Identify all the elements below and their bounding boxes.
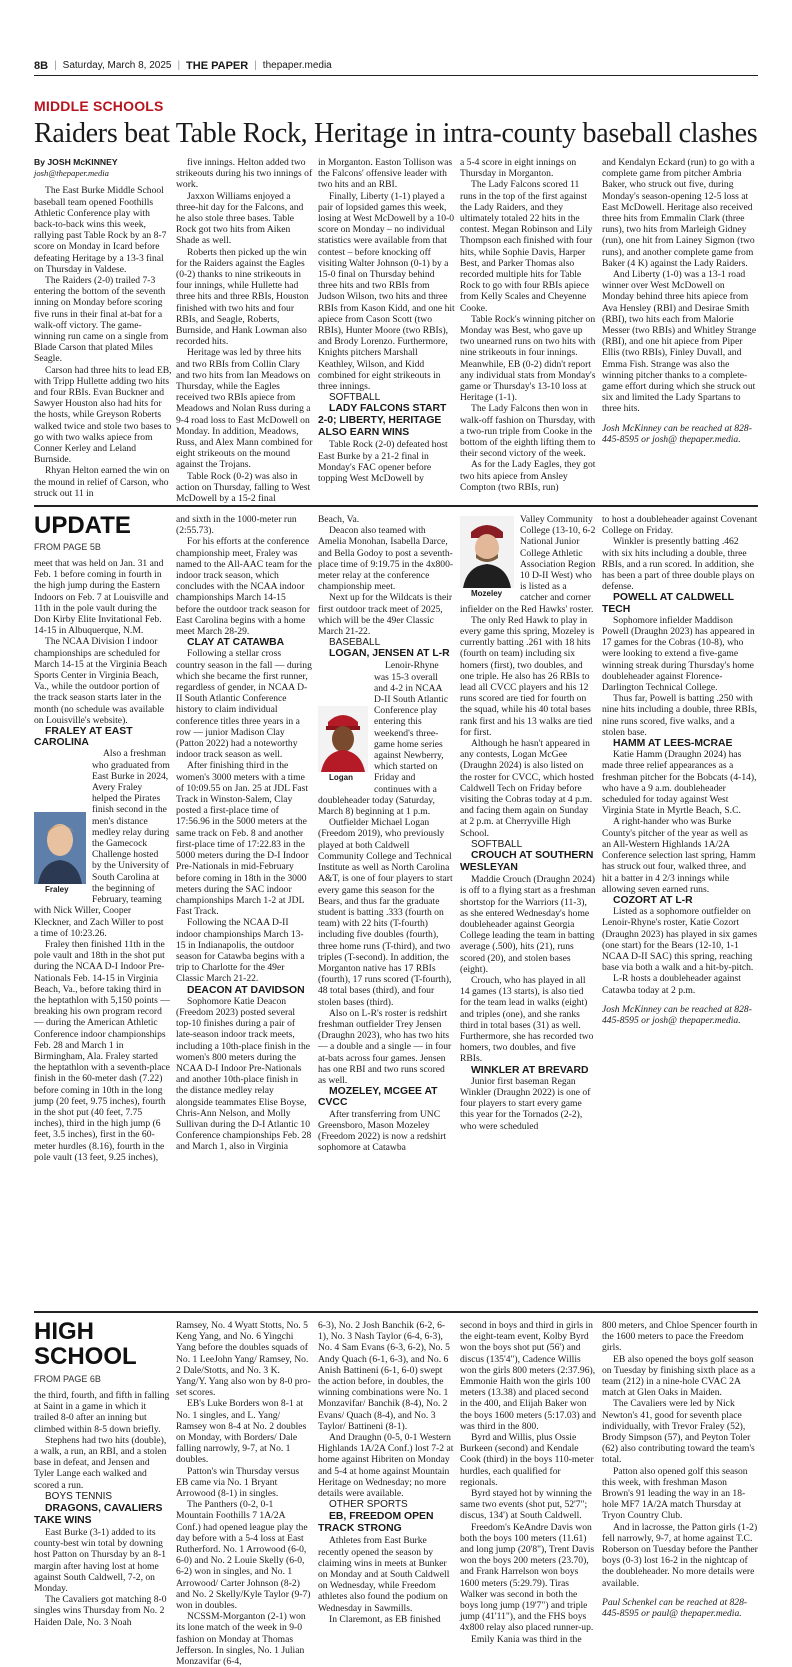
hs-column-1	[34, 1390, 170, 1630]
logan-photo-block	[318, 706, 368, 783]
subhead: POWELL AT CALDWELL TECH	[602, 592, 734, 615]
paragraph: a 5-4 score in eight innings on Thursday in Morganton.	[460, 157, 577, 180]
paragraph: Heritage was led by three hits and two RBIs from Collin Clary and two hits from Ian Meadows on Thursday, while the Eagles received two RBIs apiece from Meadows and Nolan Russ during a 9-4 road loss to East McDowell on Monday. In addition, Meadows, Russ, and Alex Mann combined for eight strikeouts on the mound against the Trojans.	[176, 347, 313, 471]
paragraph: and Kendalyn Eckard (run) to go with a complete game from pitcher Ambria Baker, who struck out five, during Monday's season-opening 12-5 loss at East McDowell. Heritage also received three hits from Emmalin Clark (three runs), two hits from Marleigh Gidney (run), one hit from Lainey Sigmon (two runs), and another complete game from Baker (4 K) against the Lady Raiders.	[602, 157, 755, 269]
subhead-label: SOFTBALL	[471, 838, 523, 850]
paragraph: L-R hosts a doubleheader against Catawba today at 2 p.m.	[602, 973, 741, 996]
paragraph: Maddie Crouch (Draughn 2024) is off to a flying start as a freshman shortstop for the Warriors (11-3), as she entered Wednesday's home doubleheader against Georgia College leading the team in batting average (.500), hits (21), runs scored (20), and stolen bases (eight).	[460, 874, 596, 975]
contact-line: Paul Schenkel can be reached at 828-445-8595 or paul@ thepaper.media.	[602, 1596, 748, 1620]
paragraph: Byrd and Willis, plus Ossie Burkeen (second) and Kendale Cook (third) in the boys 110-meter hurdles, each qualified for regionals.	[460, 1432, 594, 1488]
paragraph: After transferring from UNC Greensboro, Mason Mozeley (Freedom 2022) is now a redshirt sophomore at Catawba	[318, 1108, 447, 1154]
subhead: CLAY AT CATAWBA	[187, 637, 285, 649]
photo-caption: Fraley	[45, 885, 69, 895]
update-column-2	[176, 514, 312, 1304]
section-title-line-1: HIGH	[34, 1318, 94, 1345]
paragraph: The NCAA Division I indoor championships are scheduled for March 14-15 at the Virginia Beach Sports Center in Virginia Beach, Va., while the outdoor portion of the track season starts later in the month (no schedule was available on Louisville's website).	[34, 636, 168, 726]
paragraph: Byrd stayed hot by winning the same two events (shot put, 52'7"; discus, 134') at South Caldwell.	[460, 1488, 592, 1522]
paragraph: 800 meters, and Chloe Spencer fourth in the 1600 meters to pace the Freedom girls.	[602, 1320, 758, 1354]
story1-column-2	[176, 157, 314, 505]
story1-column-4	[460, 157, 598, 497]
paragraph: Lenoir-Rhyne was 15-3 overall and 4-2 in NCAA D-II South Atlantic Conference play entering this weekend's three-game home series against Newberry, which started on Friday and continues with a doubleheader today (Saturday, March 8) beginning at 1 p.m.	[318, 660, 449, 818]
photo-caption: Logan	[329, 773, 353, 783]
paragraph: Jaxxon Williams enjoyed a three-hit day for the Falcons, and he also stole three bases. Table Rock got two hits from Aiken Shade as well.	[176, 190, 304, 247]
paragraph: And Liberty (1-0) was a 13-1 road winner over West McDowell on Monday behind three hits apiece from Ava Hensley (RBI) and Desirae Smith (RBI), two hits each from Malorie Messer (two RBIs) and Whitley Strange (RBI), and one hit apiece from Piper Ellis (two RBIs), Finley Duvall, and Emma Fish. Strange was also the winning pitcher thanks to a complete-game effort during which she struck out six and limited the Lady Spartans to three hits.	[602, 269, 757, 415]
section-kicker: MIDDLE SCHOOLS	[34, 98, 164, 114]
section-title: UPDATE	[34, 512, 131, 539]
mozeley-headshot-image	[460, 516, 514, 588]
paragraph: in Morganton. Easton Tollison was the Falcons' offensive leader with two hits and an RBI.	[318, 157, 453, 191]
paragraph: five innings. Helton added two strikeouts during his two innings of work.	[176, 157, 313, 191]
paragraph: The Lady Falcons then won in walk-off fashion on Thursday, with a two-run triple from Cooke in the bottom of the eighth lifting them to their second victory of the week.	[460, 403, 596, 460]
paragraph: Also on L-R's roster is redshirt freshman outfielder Trey Jensen (Draughn 2023), who has two hits — a double and a single — in four at-bats across four games. Jensen has one RBI and two runs scored as well.	[318, 1007, 452, 1086]
paragraph: Following the NCAA D-II indoor championships March 13-15 in Indianapolis, the outdoor season for Catawba begins with a trip to Charlotte for the 49er Classic March 21-22.	[176, 917, 305, 985]
story-headline: Raiders beat Table Rock, Heritage in intra-county baseball clashes	[34, 118, 758, 149]
paragraph: For his efforts at the conference championship meet, Fraley was named to the All-AAC team for the indoor track season, which concludes with the NCAA indoor championships March 14-15 before the outdoor track season for East Carolina begins with a home meet March 28-29.	[176, 536, 312, 638]
paragraph: meet that was held on Jan. 31 and Feb. 1 before coming in fourth in the high jump during the Eastern Indoors on Feb. 7 at Louisville and 11th in the pole vault during the Don Kirby Elite Invitational Feb. 14-15 in Albuquerque, N.M.	[34, 558, 169, 637]
paragraph: Junior first baseman Regan Winkler (Draughn 2022) is one of four players to start every game this year for the Tornados (2-2), who were scheduled	[460, 1075, 591, 1132]
fraley-headshot-image	[34, 812, 86, 884]
paragraph: Deacon also teamed with Amelia Monohan, Isabella Darce, and Bella Godoy to post a seventh-place time of 9:19.75 in the 4x800-meter relay at the conference championship meet.	[318, 525, 454, 593]
paragraph: Emily Kania was third in the	[471, 1633, 582, 1645]
paragraph: Athletes from East Burke recently opened the season by claiming wins in meets at Bunker on Monday and at South Caldwell on Wednesday, while Freedom athletes also found the podium on Wednesday in Sawmills.	[318, 1535, 450, 1614]
paragraph: EB's Luke Borders won 8-1 at No. 1 singles, and L. Yang/ Ramsey won 8-4 at No. 2 doubles on Monday, with Borders/ Dale falling narrowly, 9-7, at No. 1 doubles.	[176, 1398, 307, 1466]
subhead-label: SOFTBALL	[329, 392, 381, 404]
paragraph: Listed as a sophomore outfielder on Lenoir-Rhyne's roster, Katie Cozort (Draughn 2023) has played in six games (one start) for the Bears (12-10, 1-1 NCAA D-II SAC) this spring, reaching base via both a walk and a hit-by-pitch.	[602, 906, 758, 974]
section-divider	[34, 505, 758, 507]
paragraph: Although he hasn't appeared in any contests, Logan McGee (Draughn 2024) is also listed on the roster for CVCC, which hosted Caldwell Tech on Friday before visiting the Cobras today at 4 p.m. and facing them again on Sunday at 2 p.m. at Cherryville High School.	[460, 738, 594, 839]
subhead-label: BOYS TENNIS	[45, 1490, 113, 1502]
hs-column-2	[176, 1320, 312, 1667]
paragraph: The Panthers (0-2, 0-1 Mountain Foothills 7 1A/2A Conf.) had opened league play the day before with a 5-4 loss at East Rutherford. No. 1 Arrowood (6-0, 6-0) and No. 2 Louie Skelly (6-0, 6-2) won in singles, and No. 1 Arrowood/ Carter Johnson (8-2) and No. 2 Skelly/Kyle Taylor (9-7) won in doubles.	[176, 1499, 311, 1612]
paragraph: Table Rock (0-2) was also in action on Thursday, falling to West McDowell by a 15-2 final	[176, 470, 311, 505]
paragraph: Freedom's KeAndre Davis won both the boys 100 meters (11.61) and long jump (20'8"), Trent Davis won the boys 200 meters (23.70), and Frank Harrelson won boys 1600 meters (5:29.79). Tiras Walker was second in both the boys long jump (19'7") and triple jump (41'11"), and the FHS boys 4x800 relay also placed runner-up.	[460, 1521, 595, 1634]
mozeley-headshot-illustration	[460, 516, 514, 588]
paragraph: Ramsey, No. 4 Wyatt Stotts, No. 5 Keng Yang, and No. 6 Yingchi Yang before the doubles squads of No. 1 LeeJohn Yang/ Ramsey, No. 2 Dale/Stotts, and No. 3 K. Yang/Y. Yang also won by 8-0 pro-set scores.	[176, 1320, 311, 1399]
hs-column-4	[460, 1320, 596, 1645]
paragraph: Katie Hamm (Draughn 2024) has made three relief appearances as a freshman pitcher for the Bobcats (4-14), who have a 9 a.m. doubleheader scheduled for today against West Virginia State in Myrtle Beach, S.C.	[602, 749, 757, 817]
subhead: EB, FREEDOM OPEN TRACK STRONG	[318, 1511, 434, 1535]
story1-column-3	[318, 157, 456, 497]
photo-caption: Mozeley	[471, 589, 503, 598]
contact-line: Josh McKinney can be reached at 828-445-8595 or josh@ thepaper.media.	[602, 422, 752, 445]
jump-line: FROM PAGE 5B	[34, 542, 101, 552]
paragraph: the third, fourth, and fifth in falling at Saint in a game in which it trailed 8-0 after an inning but climbed within 8-5 down briefly.	[34, 1390, 170, 1435]
paragraph: The only Red Hawk to play in every game this spring, Mozeley is currently batting .261 with 18 hits (fourth on team) including six homers (first), two doubles, and one triple. He also has 26 RBIs to lead all CVCC players and his 12 runs scored are tied for fourth on the squad, while his 40 total bases rank first and his 13 walks are tied for first.	[460, 614, 595, 738]
paragraph: Thus far, Powell is batting .250 with nine hits including a double, three RBIs, nine runs scored, five walks, and a stolen base.	[602, 693, 758, 738]
section-title-line-2: SCHOOL	[34, 1343, 137, 1370]
update-column-1	[34, 558, 170, 1408]
paragraph: Next up for the Wildcats is their first outdoor track meet of 2025, which will be the 49er Classic March 21-22.	[318, 592, 453, 638]
paragraph: The Cavaliers were led by Nick Newton's 41, good for seventh place individually, with Trevor Fraley (52), Brody Simpson (57), and Peyton Toler (62) also contributing toward the team's total.	[602, 1398, 755, 1466]
story1-column-1	[34, 157, 172, 497]
paragraph: Sophomore Katie Deacon (Freedom 2023) posted several top-10 finishes during a pair of late-season indoor track meets, including a 10th-place finish in the women's 800 meters during the NCAA D-I Indoor Pre-Nationals and another 10th-place finish in the distance medley relay alongside teammates Elise Boyse, Chris-Ann Nelson, and Molly Sullivan during the D-I Atlantic 10 Conference championships Feb. 28 and March 1, also in Virginia	[176, 995, 312, 1153]
hs-column-5	[602, 1320, 758, 1632]
paragraph: Also a freshman who graduated from East Burke in 2024, Avery Fraley helped the Pirates finish second in the men's distance medley relay during the Gamecock Challenge hosted by the University of South Carolina at the beginning of February, teaming with Nick Willer, Cooper Kleckner, and Zach Willer to post a time of 10:23.26.	[34, 748, 170, 939]
paragraph: Rhyan Helton earned the win on the mound in relief of Carson, who struck out 11 in	[34, 465, 170, 499]
paragraph: In Claremont, as EB finished	[329, 1613, 441, 1625]
paragraph: 6-3), No. 2 Josh Banchik (6-2, 6-1), No. 3 Nash Taylor (6-4, 6-3), No. 4 Sam Evans (6-3, 6-2), No. 5 Andy Quach (6-1, 6-3), and No. 6 Anish Battineni (6-1, 6-0) swept the action before, in doubles, the winning combinations were No. 1 Monzavifar/ Banchik (8-4), No. 2 Evans/ Quach (8-4), and No. 3 Taylor/ Battineni (8-1).	[318, 1320, 450, 1432]
subhead-label: OTHER SPORTS	[329, 1499, 408, 1511]
update-column-4	[460, 514, 596, 1304]
paragraph: The Lady Falcons scored 11 runs in the top of the first against the Lady Raiders, and they ultimately totaled 22 hits in the contest. Megan Robinson and Lily Thompson each finished with four hits, while Sophie Davis, Harper Best, and Parker Thomas also recorded multiple hits for Table Rock to go with four RBIs apiece from Kelly Scales and Cheyenne Cooke.	[460, 179, 593, 314]
paragraph: Carson had three hits to lead EB, with Tripp Hullette adding two hits and four RBIs. Evan Buckner and Sawyer Houston also had hits for the hosts, while Greyson Roberts walked twice and stole two bases to go with two walks apiece from Conner Kerley and Leland Burnside.	[34, 364, 172, 466]
paragraph: Sophomore infielder Maddison Powell (Draughn 2023) has appeared in 17 games for the Cobras (10-8), who were looking to extend a five-game winning streak during Thursday's home doubleheader against Florence-Darlington Technical College.	[602, 614, 755, 694]
subhead-label: BASEBALL	[329, 637, 381, 649]
subhead: COZORT AT L-R	[613, 894, 693, 906]
update-column-3	[318, 514, 454, 1304]
paragraph: And in lacrosse, the Patton girls (1-2) fell narrowly, 9-7, at home against T.C. Roberson on Tuesday before the Panther boys (0-3) lost 16-2 in the nightcap of the doubleheader. No more details were available.	[602, 1521, 758, 1589]
hs-column-3	[318, 1320, 454, 1632]
story1-column-5	[602, 157, 758, 497]
update-column-5	[602, 514, 758, 1304]
mozeley-photo-block	[460, 516, 514, 599]
logan-headshot-image	[318, 706, 368, 772]
publication-site: thepaper.media	[262, 60, 332, 71]
paragraph: Outfielder Michael Logan (Freedom 2019), who previously played at both Caldwell Community College and Technical Institute as well as North Carolina A&T, is one of four players to start every game this season for the Bears, and thus far the graduate student is batting .333 (fourth on team) with 22 hits (T-fourth) including five doubles (fourth), three home runs (T-third), and two triples (T-second). In addition, the Morganton native has 17 RBIs (fourth), 17 runs scored (T-fourth), 48 total bases (third), and four stolen bases (third).	[318, 817, 453, 1008]
subhead: FRALEY AT EAST CAROLINA	[34, 726, 133, 749]
paragraph: Roberts then picked up the win for the Raiders against the Eagles (0-2) thanks to nine strikeouts in four innings, while Hullette had three hits and three RBIs, Houston finished with two hits and four RBIs, and Seagle, Roberts, Burnside, and Hank Lowman also recorded hits.	[176, 246, 309, 348]
paragraph: Crouch, who has played in all 14 games (13 starts), is also tied for the team lead in walks (eight) and triples (one), and she ranks third in total bases (31) as well. Furthermore, she has recorded two homers, two doubles, and five RBIs.	[460, 974, 594, 1065]
subhead: LADY FALCONS START 2-0; LIBERTY, HERITAGE ALSO EARN WINS	[318, 403, 447, 439]
subhead: DRAGONS, CAVALIERS TAKE WINS	[34, 1503, 163, 1527]
paragraph: Patton also opened golf this season this week, with freshman Mason Brown's 91 leading the way in an 18-hole MF7 1A/2A match Thursday at Tryon Country Club.	[602, 1465, 748, 1522]
fraley-photo-block	[34, 812, 86, 895]
paragraph: NCSSM-Morganton (2-1) won its lone match of the week in 9-0 fashion on Monday at Thomas Jefferson. In singles, No. 1 Julian Monzavifar (6-4,	[176, 1611, 306, 1667]
paragraph: The Raiders (2-0) trailed 7-3 entering the bottom of the seventh inning on Monday before scoring five runs in their final at-bat for a walk-off victory. The game-winning run came on a single from Blade Carson that plated Miles Seagle.	[34, 275, 169, 365]
paragraph: East Burke (3-1) added to its county-best win total by downing host Patton on Thursday by an 8-1 margin after having lost at home against South Caldwell, 7-2, on Monday.	[34, 1527, 166, 1595]
paragraph: Table Rock (2-0) defeated host East Burke by a 21-2 final in Monday's FAC opener before topping West McDowell by	[318, 439, 448, 485]
publication-name: THE PAPER	[186, 59, 249, 72]
paragraph: Stephens had two hits (double), a walk, a run, an RBI, and a stolen base in defeat, and Jensen and Tyler Lange each walked and scored a run.	[34, 1434, 167, 1491]
paragraph: Valley Community College (13-10, 6-2 National Junior College Athletic Association Region 10 D-II West) who is listed as a catcher and corner infielder on the Red Hawks' roster.	[460, 514, 596, 615]
jump-line: FROM PAGE 6B	[34, 1374, 101, 1384]
paragraph: The Cavaliers got matching 8-0 singles wins Thursday from No. 2 Haiden Dale, No. 3 Noah	[34, 1594, 167, 1628]
subhead: WINKLER AT BREVARD	[471, 1064, 589, 1076]
paragraph: Fraley then finished 11th in the pole vault and 18th in the shot put during the NCAA D-I Indoor Pre-Nationals Feb. 14-15 in Virginia Beach, Va., before taking third in the heptathlon with 5,150 points — breaking his own program record — during the American Athletic Conference indoor championships Feb. 28 and March 1 in Birmingham, Ala. Fraley started the heptathlon with a seventh-place finish in the 60-meter dash (7.22) before coming in 10th in the long jump (20 feet, 9.75 inches), fourth in the shot put (40 feet, 7.75 inches), third in the high jump (6 feet, 3.5 inches), first in the 60-meter hurdles (8.16), fourth in the pole vault (13 feet, 9.25 inches),	[34, 938, 170, 1163]
header-separator: |	[54, 60, 57, 71]
paragraph: and sixth in the 1000-meter run (2:55.73).	[176, 514, 297, 537]
paragraph: After finishing third in the women's 3000 meters with a time of 10:09.55 on Jan. 25 at JDL Fast Track in Winston-Salem, Clay posted a first-place time of 17:56.96 in the 5000 meters at the same track on Feb. 8 and another first-place time of 17:22.83 in the 5000 meters during the D-I Indoor Pre-Nationals in mid-February before coming in 18th in the 3000 meters during the SAC indoor championships March 1-2 at JDL Fast Track.	[176, 760, 309, 918]
subhead: DEACON AT DAVIDSON	[187, 984, 305, 996]
page-header	[34, 56, 758, 76]
paragraph: The East Burke Middle School baseball team opened Foothills Athletic Conference play with back-to-back wins this week, rallying past Table Rock by an 8-7 score on Monday in Icard before defeating Heritage by a 13-3 final on Thursday in Valdese.	[34, 185, 167, 275]
section-divider	[34, 1311, 758, 1313]
logan-headshot-illustration	[318, 706, 368, 772]
paragraph: A right-hander who was Burke County's pitcher of the year as well as an All-Western Highlands 1A/2A Conference selection last spring, Hamm has struck out four, walked three, and hit a batter in 4 2/3 innings while allowing seven earned runs.	[602, 816, 756, 895]
page-number: 8B	[34, 59, 49, 72]
byline-email: josh@thepaper.media	[34, 168, 109, 179]
paragraph: to host a doubleheader against Covenant College on Friday.	[602, 514, 758, 537]
paragraph: Table Rock's winning pitcher on Monday was Best, who gave up two unearned runs on two hits with nine strikeouts in four innings. Meanwhile, EB (0-2) didn't report any individual stats from Monday's game or Thursday's 13-10 loss at Heritage (1-1).	[460, 313, 596, 404]
issue-date: Saturday, March 8, 2025	[62, 60, 172, 71]
contact-line: Josh McKinney can be reached at 828-445-8595 or josh@ thepaper.media.	[602, 1003, 752, 1026]
subhead: MOZELEY, MCGEE AT CVCC	[318, 1086, 438, 1109]
subhead: HAMM AT LEES-MCRAE	[613, 738, 733, 750]
paragraph: Beach, Va.	[318, 514, 360, 525]
paragraph: And Draughn (0-5, 0-1 Western Highlands 1A/2A Conf.) lost 7-2 at home against Hibriten on Monday and 5-4 at home against Mountain Heritage on Wednesday; no more details were available.	[318, 1432, 454, 1500]
paragraph: second in boys and third in girls in the eight-team event, Kolby Byrd won the boys shot put (56') and discus (135'4"), Cadence Willis won the girls 800 meters (2:37.96), Emmonie Haith won the girls 100 meters (13.38) and placed second in the 400, and Elijah Baker won the boys 1600 meters (5:17.03) and was third in the 800.	[460, 1320, 596, 1432]
paragraph: Patton's win Thursday versus EB came via No. 1 Bryant Arrowood (8-1) in singles.	[176, 1465, 300, 1500]
subhead: LOGAN, JENSEN AT L-R	[329, 648, 450, 660]
paragraph: Following a stellar cross country season in the fall — during which she became the first runner, regardless of gender, in NCAA D-II South Atlantic Conference history to claim individual conference titles three years in a row — junior Madison Clay (Patton 2022) had a noteworthy indoor track season as well.	[176, 648, 312, 761]
subhead: CROUCH AT SOUTHERN WESLEYAN	[460, 850, 594, 874]
paragraph: EB also opened the boys golf season on Tuesday by finishing sixth place as a team (212) in a nine-hole CVAC 2A match at Glen Oaks in Maiden.	[602, 1353, 756, 1399]
fraley-headshot-illustration	[34, 812, 86, 884]
byline: By JOSH McKINNEY	[34, 157, 118, 167]
paragraph: As for the Lady Eagles, they got two hits apiece from Ansley Compton (two RBIs, run)	[460, 459, 596, 493]
paragraph: Finally, Liberty (1-1) played a pair of lopsided games this week, losing at West McDowell by a 10-0 score on Monday – no individual statistics were available from that contest – before knocking off visiting Walter Johnson (0-1) by a 15-0 final on Thursday behind three hits and two RBIs from Judson Wilson, two hits and three RBIs from Kason Kidd, and one hit apiece from Cason Scott (two RBIs), Hunter Moore (two RBIs), and Brody Lorenzo. Furthermore, Knights pitchers Marshall Keathley, Wilson, and Kidd combined for eight strikeouts in three innings.	[318, 190, 455, 393]
paragraph: Winkler is presently batting .462 with six hits including a double, three RBIs, and a run scored. In addition, she has been a part of three double plays on defense.	[602, 536, 755, 593]
header-separator: |	[177, 60, 181, 71]
header-separator: |	[254, 60, 257, 71]
